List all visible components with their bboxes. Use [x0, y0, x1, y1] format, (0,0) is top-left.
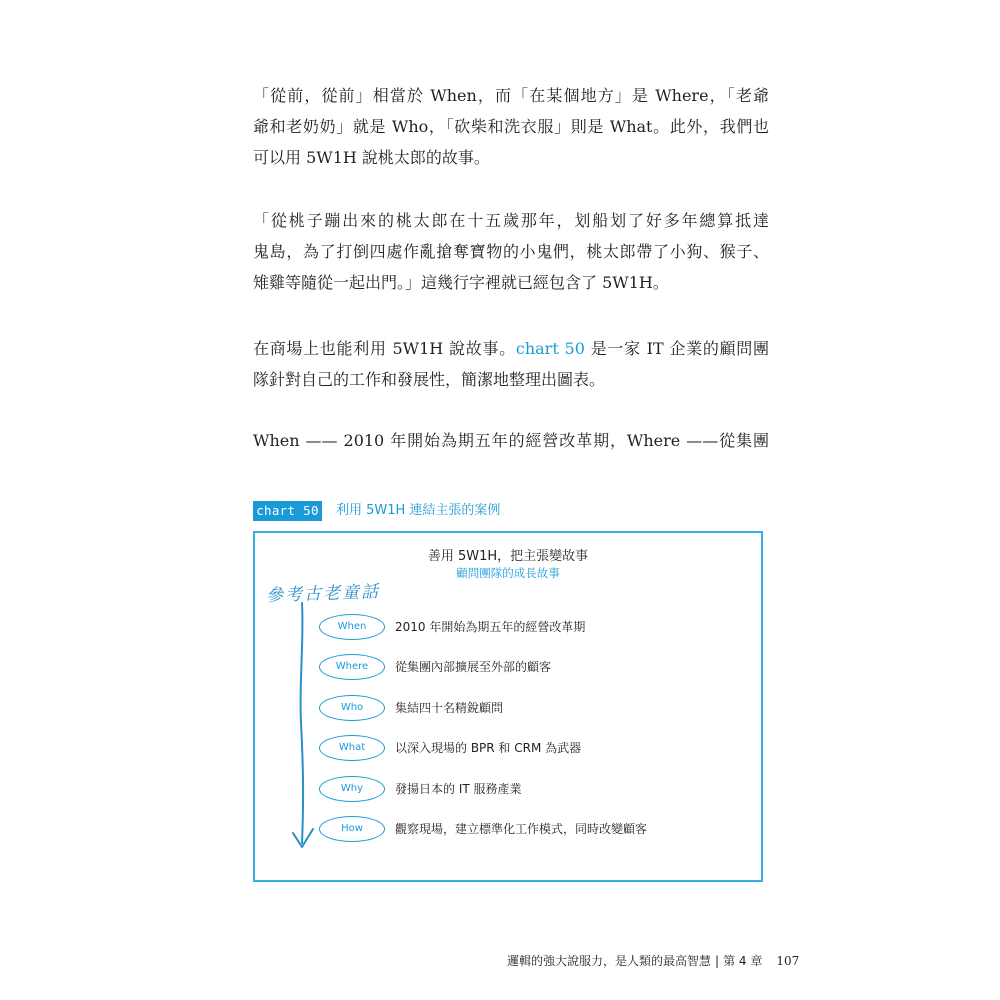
paragraph-line: 可以用 5W1H 說桃太郎的故事。	[253, 148, 490, 167]
paragraph-1	[253, 80, 769, 173]
oval-label: When	[319, 614, 385, 640]
oval-label: How	[319, 816, 385, 842]
row-text: 集結四十名精銳顧問	[395, 701, 504, 715]
paragraph-line	[253, 333, 769, 364]
chart-tag: chart 50	[253, 501, 322, 521]
oval-label: Who	[319, 695, 385, 721]
row-text: 觀察現場，建立標準化工作模式，同時改變顧客	[395, 822, 648, 836]
handwritten-note: 參考古老童話	[265, 582, 381, 606]
paragraph-4	[253, 425, 769, 456]
paragraph-line: 「從桃子蹦出來的桃太郎在十五歲那年，划船划了好多年總算抵達	[253, 211, 769, 230]
page-footer	[507, 953, 799, 969]
paragraph-3	[253, 333, 769, 395]
row-text: 發揚日本的 IT 服務產業	[395, 782, 522, 796]
row-text: 從集團內部擴展至外部的顧客	[395, 660, 552, 674]
oval-label: Why	[319, 776, 385, 802]
paragraph-line: 「從前，從前」相當於 When，而「在某個地方」是 Where，「老爺	[253, 86, 769, 105]
oval-label: Where	[319, 654, 385, 680]
paragraph-text: 是一家 IT 企業的顧問團	[584, 339, 769, 358]
paragraph-line: When —— 2010 年開始為期五年的經營改革期，Where ——從集團	[253, 431, 769, 450]
row-text: 2010 年開始為期五年的經營改革期	[395, 620, 586, 634]
paragraph-text: 在商場上也能利用 5W1H 說故事。	[253, 339, 516, 358]
footer-separator: |	[715, 954, 720, 968]
chart-reference: chart 50	[515, 339, 585, 358]
paragraph-line: 爺和老奶奶」就是 Who，「砍柴和洗衣服」則是 What。此外，我們也	[253, 117, 769, 136]
paragraph-line: 隊針對自己的工作和發展性，簡潔地整理出圖表。	[253, 370, 606, 389]
paragraph-line: 雉雞等隨從一起出門。」這幾行字裡就已經包含了 5W1H。	[253, 273, 669, 292]
paragraph-line: 鬼島，為了打倒四處作亂搶奪寶物的小鬼們，桃太郎帶了小狗、猴子、	[253, 242, 769, 261]
page-number: 107	[776, 954, 800, 968]
chart-box	[253, 531, 763, 882]
chart-box-subtitle: 顧問團隊的成長故事	[456, 566, 560, 580]
chart-caption: 利用 5W1H 連結主張的案例	[336, 503, 501, 518]
row-text: 以深入現場的 BPR 和 CRM 為武器	[395, 741, 582, 755]
paragraph-2	[253, 205, 769, 298]
footer-title: 邏輯的強大說服力，是人類的最高智慧	[507, 954, 712, 968]
footer-chapter: 第 4 章	[723, 954, 763, 968]
chart-box-title: 善用 5W1H，把主張變故事	[427, 549, 589, 564]
oval-label: What	[319, 735, 385, 761]
